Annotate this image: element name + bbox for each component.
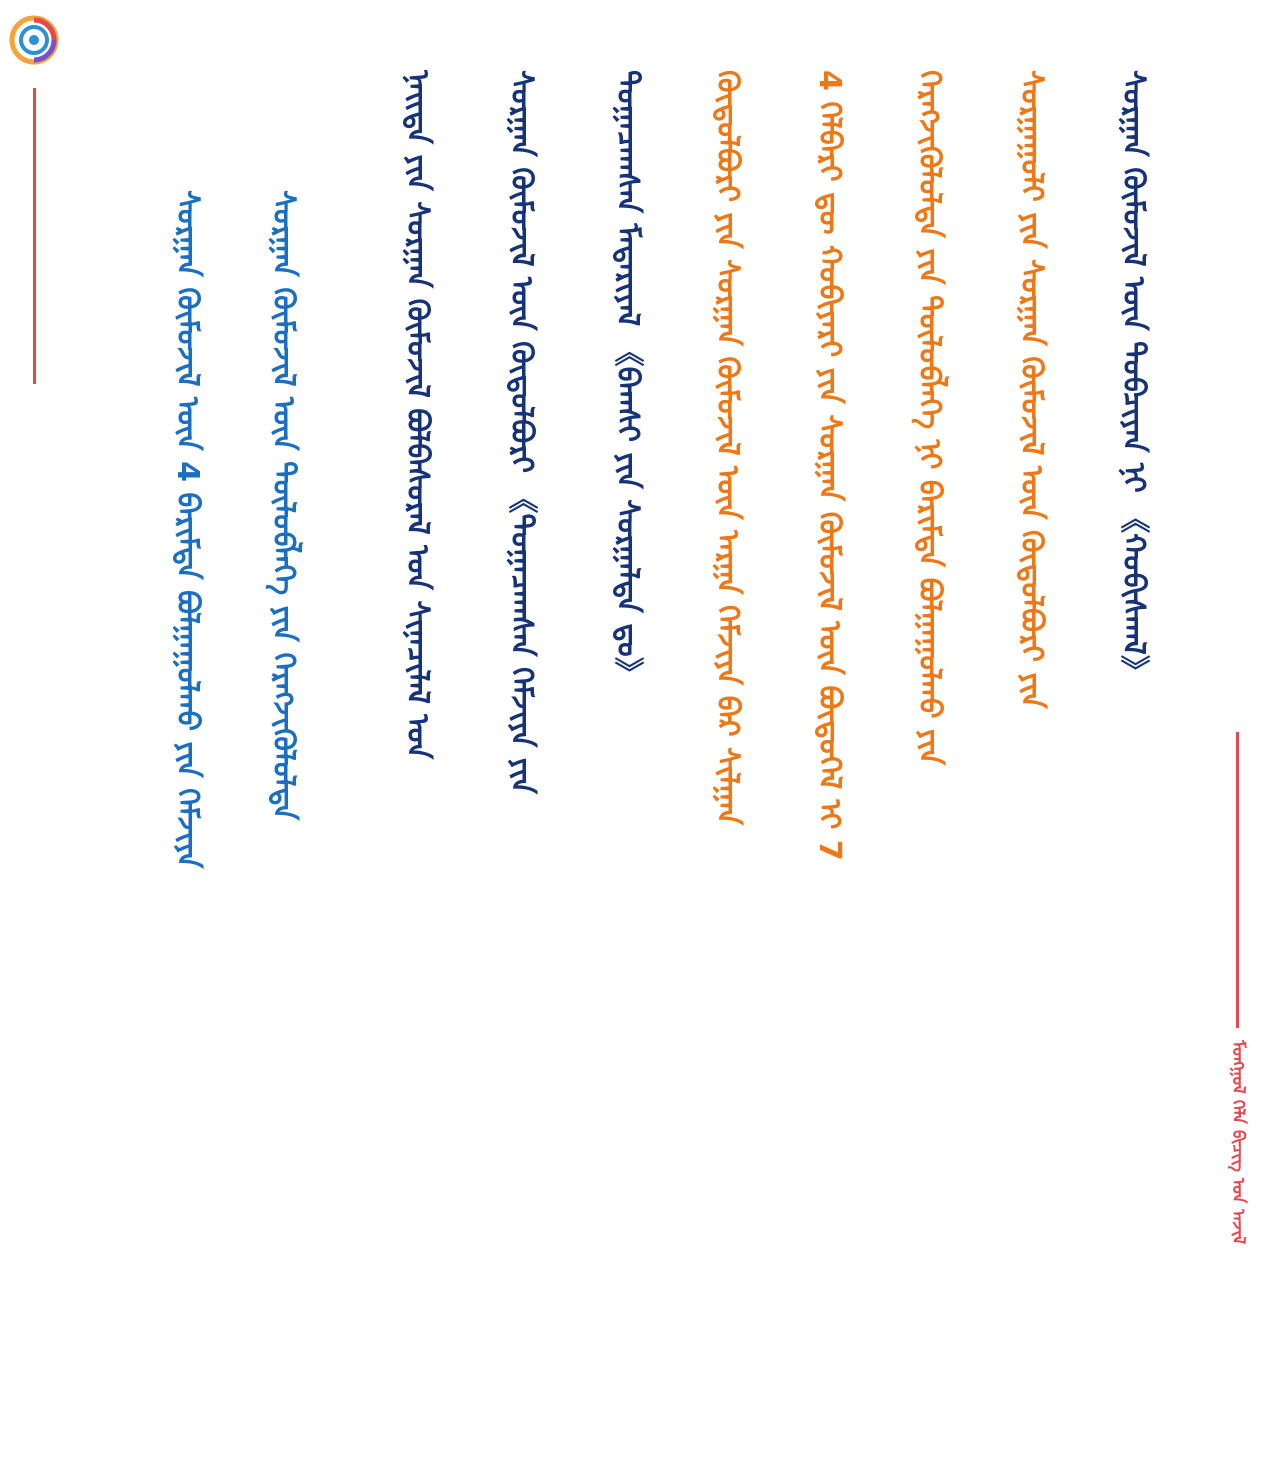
right-divider-rule — [1236, 732, 1239, 1028]
text-column-2: ᠰᠤᠷᠭᠠᠭᠤᠯᠢ ᠶᠢᠨ ᠰᠤᠷᠭᠠᠨ ᠬᠦᠮᠦᠵᠢᠯ ᠦᠨ ᠬᠦᠲᠦᠯᠪᠦᠷᠢ ᠶᠢᠨ — [1014, 70, 1049, 709]
text-column-6: ᠲᠣᠭᠠᠴᠠᠭᠰᠠᠨ ᠮᠠᠲᠠᠷᠢᠶᠠᠯ 《ᠪᠠᠭᠰᠢ ᠶᠢᠨ ᠰᠤᠷᠭᠠᠯᠲᠠ ᠳᠤ》 — [610, 70, 645, 687]
text-column-4: 4 ᠬᠡᠯᠪᠡᠷᠢ ᠳᠦ ᠬᠤᠪᠢᠶᠠᠷᠢ ᠶᠢᠨ ᠰᠤᠷᠭᠠᠨ ᠬᠦᠮᠦᠵᠢᠯ ᠦᠨ ᠪᠦᠲᠦᠭᠡᠯ ᠢ 7 — [812, 70, 847, 861]
text-column-7: ᠰᠤᠷᠭᠠᠨ ᠬᠦᠮᠦᠵᠢᠯ ᠦᠨ ᠬᠦᠲᠦᠯᠪᠦᠷᠢ 《ᠲᠣᠭᠠᠴᠠᠭᠰᠠᠨ ᠬᠡᠮᠵᠢᠶᠡ ᠶᠢᠨ — [504, 70, 539, 795]
left-divider-rule — [33, 88, 36, 384]
text-column-5: ᠬᠦᠲᠦᠯᠪᠦᠷᠢ ᠶᠢᠨ ᠰᠤᠷᠭᠠᠨ ᠬᠦᠮᠦᠵᠢᠯ ᠦᠨ ᠠᠷᠭᠠ ᠬᠡᠮᠵᠢᠶᠡ ᠪᠠᠷ ᠰᠢᠯᠭᠠᠨ — [710, 70, 745, 826]
text-column-9: ᠰᠤᠷᠭᠠᠨ ᠬᠦᠮᠦᠵᠢᠯ ᠦᠨ ᠲᠥᠯᠥᠪᠯᠡᠭᠡ ᠶᠢᠨ ᠬᠡᠷᠡᠭᠵᠢᠭᠦᠯᠦᠯᠲᠡ — [266, 190, 301, 821]
text-column-3: ᠬᠡᠷᠡᠭᠵᠢᠭᠦᠯᠦᠯᠲᠡ ᠶᠢᠨ ᠲᠥᠯᠥᠪᠯᠡᠭᠡ ᠨᠢ ᠪᠠᠷᠢᠮᠲᠠ ᠪᠣᠯᠭᠠᠭᠤᠯᠬᠤ ᠶᠢᠨ — [912, 70, 947, 766]
text-column-10: ᠰᠤᠷᠭᠠᠨ ᠬᠦᠮᠦᠵᠢᠯ ᠦᠨ 4 ᠪᠠᠷᠢᠮᠲᠠ ᠪᠣᠯᠭᠠᠭᠤᠯᠬᠤ ᠶᠢᠨ ᠬᠡᠮᠵᠢᠶᠡ — [170, 190, 205, 869]
swirl-logo-icon — [8, 12, 60, 68]
footer-caption: ᠮᠣᠩᠭᠣᠯ ᠬᠡᠯᠡ ᠪᠢᠴᠢᠭ ᠤᠨ ᠠᠵᠢᠯ — [1228, 1040, 1248, 1245]
text-column-1: ᠰᠤᠷᠭᠠᠨ ᠬᠦᠮᠦᠵᠢᠯ ᠦᠨ ᠲᠣᠪᠴᠢᠶᠠᠨ ᠨᠢ 《ᠬᠤᠪᠢᠰᠬᠠᠯ》 — [1116, 70, 1151, 685]
text-column-8: ᠨᠡᠢᠲᠡ ᠶᠢᠨ ᠰᠤᠷᠭᠠᠨ ᠬᠦᠮᠦᠵᠢᠯ ᠪᠣᠯᠪᠠᠰᠤᠷᠠᠯ ᠤᠨ ᠰᠢᠨᠡᠴᠢᠯᠡᠯ ᠤᠨ — [400, 70, 435, 760]
